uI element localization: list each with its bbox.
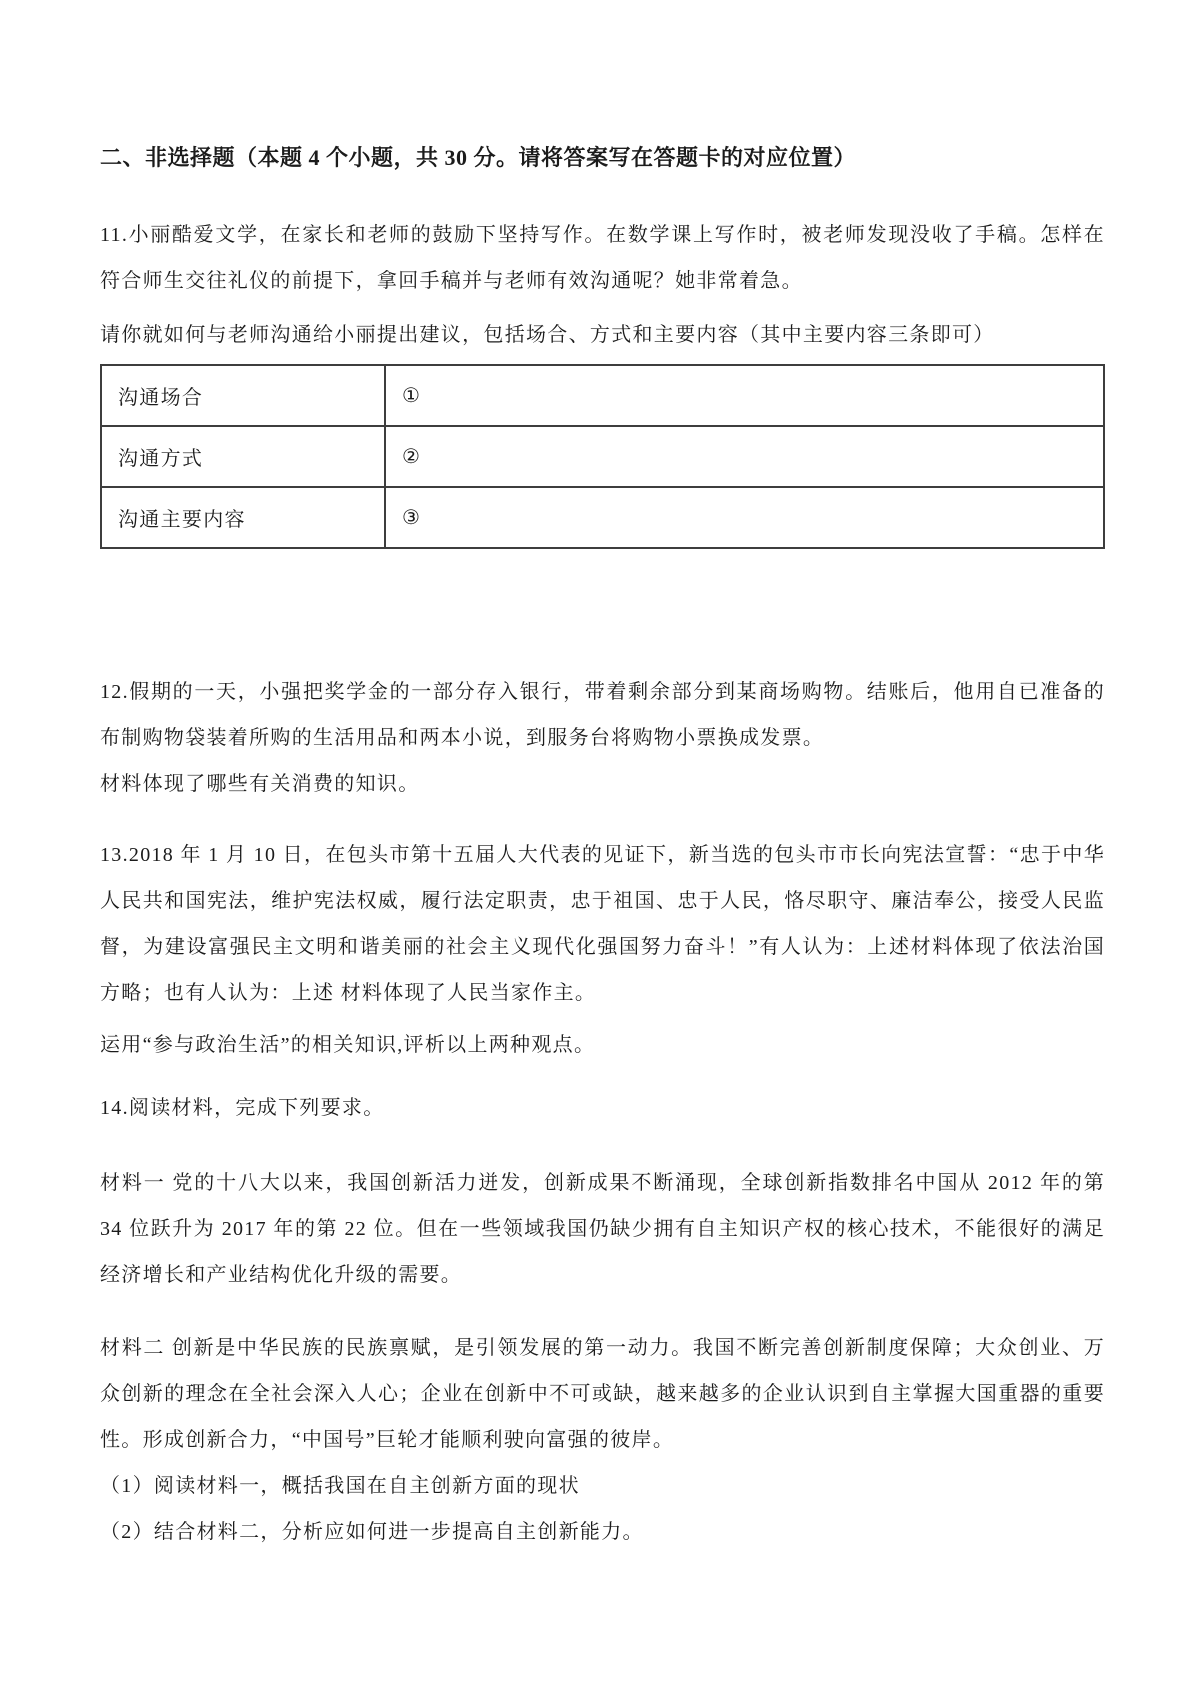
question-13-prompt: 运用“参与政治生活”的相关知识,评析以上两种观点。 [100,1034,596,1056]
question-14-subquestion-2: （2）结合材料二，分析应如何进一步提高自主创新能力。 [100,1521,644,1543]
section-heading: 二、非选择题（本题 4 个小题，共 30 分。请将答案写在答题卡的对应位置） [100,145,857,170]
question-14-intro: 14.阅读材料，完成下列要求。 [100,1097,385,1119]
communication-table [100,364,1105,549]
row-label-setting: 沟通场合 [101,365,385,426]
row-label-content: 沟通主要内容 [101,487,385,548]
table-row-communication-method [101,426,1104,487]
row-value-content: ③ [385,487,1104,548]
table-row-communication-content [101,487,1104,548]
row-value-setting: ① [385,365,1104,426]
question-12-text: 12.假期的一天，小强把奖学金的一部分存入银行，带着剩余部分到某商场购物。结账后，他用自已准备的布制购物袋装着所购的生活用品和两本小说，到服务台将购物小票换成发票。 [100,681,1105,749]
question-11-text: 11.小丽酷爱文学，在家长和老师的鼓励下坚持写作。在数学课上写作时，被老师发现没收了手稿。怎样在符合师生交往礼仪的前提下，拿回手稿并与老师有效沟通呢？她非常着急。 [100,224,1105,292]
question-14-material-two: 材料二 创新是中华民族的民族禀赋，是引领发展的第一动力。我国不断完善创新制度保障；大众创业、万众创新的理念在全社会深入人心；企业在创新中不可或缺，越来越多的企业认识到自主掌握大国重器的重要性。形成创新合力，“中国号”巨轮才能顺利驶向富强的彼岸。 [100,1337,1105,1451]
question-13-text: 13.2018 年 1 月 10 日，在包头市第十五届人大代表的见证下，新当选的包头市市长向宪法宣誓：“忠于中华人民共和国宪法，维护宪法权威，履行法定职责，忠于祖国、忠于人民，恪尽职守、廉洁奉公，接受人民监督，为建设富强民主文明和谐美丽的社会主义现代化强国努力奋斗！”有人认为：上述材料体现了依法治国方略；也有人认为：上述 材料体现了人民当家作主。 [100,844,1105,1004]
question-14-subquestion-1: （1）阅读材料一，概括我国在自主创新方面的现状 [100,1475,580,1497]
question-11-prompt: 请你就如何与老师沟通给小丽提出建议，包括场合、方式和主要内容（其中主要内容三条即可） [100,324,995,346]
question-12-prompt: 材料体现了哪些有关消费的知识。 [100,773,420,795]
question-14-material-one: 材料一 党的十八大以来，我国创新活力迸发，创新成果不断涌现，全球创新指数排名中国从 2012 年的第 34 位跃升为 2017 年的第 22 位。但在一些领域我国仍缺少拥有自主知识产权的核心技术，不能很好的满足经济增长和产业结构优化升级的需要。 [100,1172,1105,1286]
row-value-method: ② [385,426,1104,487]
table-row-communication-setting [101,365,1104,426]
row-label-method: 沟通方式 [101,426,385,487]
